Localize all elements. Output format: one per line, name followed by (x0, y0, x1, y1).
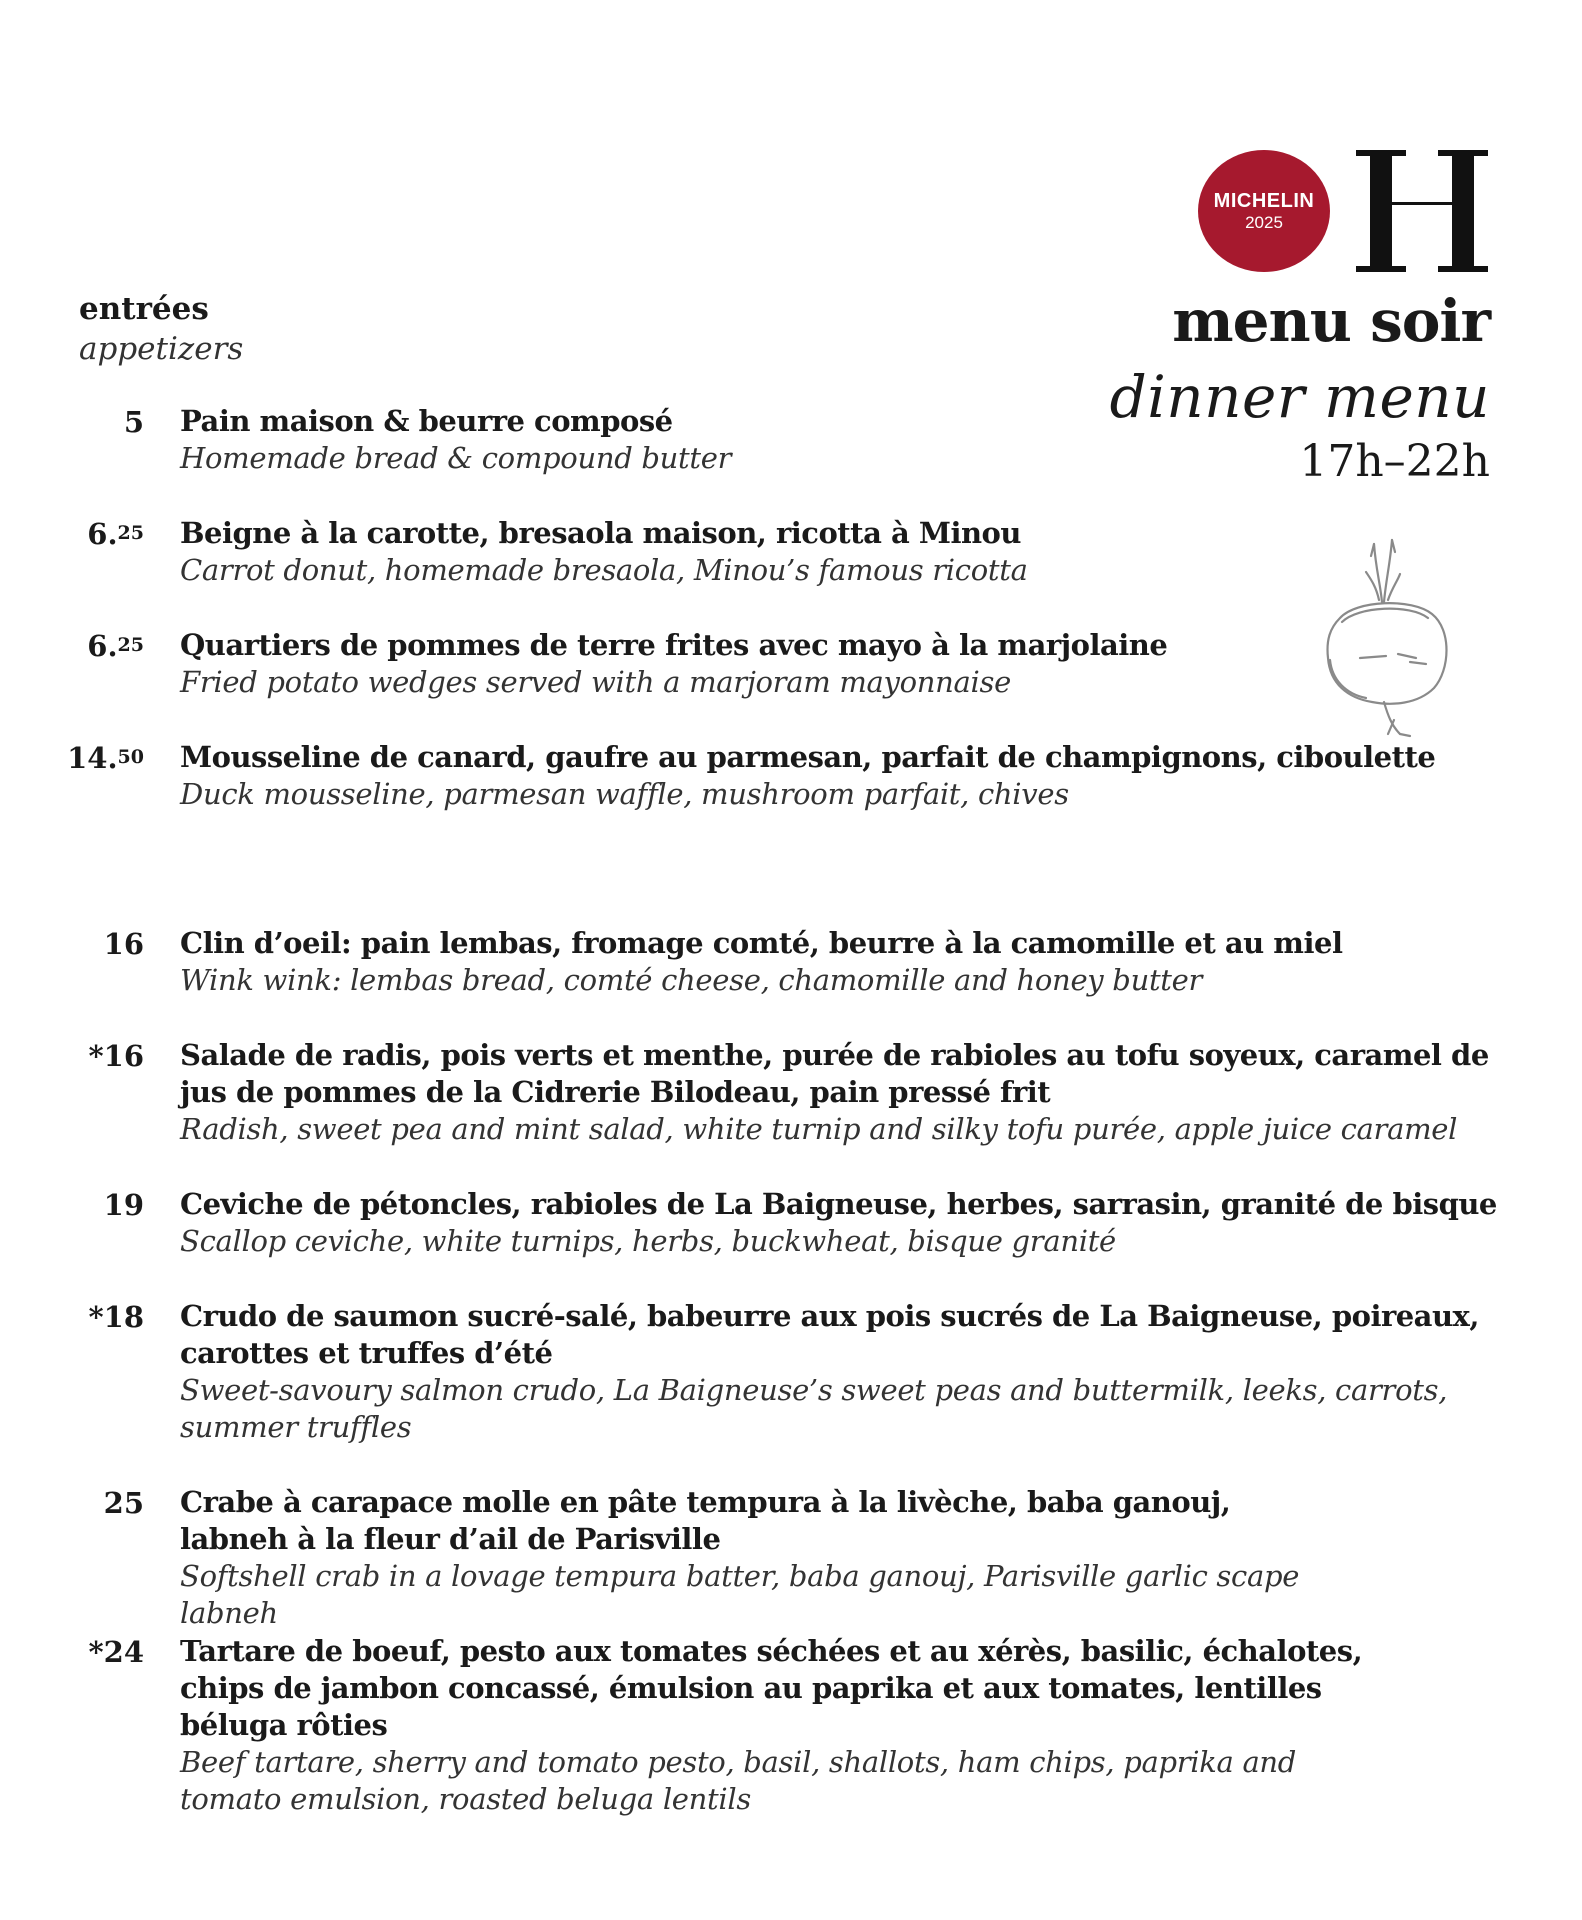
item-price-main: 16 (103, 927, 144, 961)
item-description (180, 925, 1506, 999)
item-price-cents: 25 (117, 634, 144, 656)
item-name-fr: Crabe à carapace molle en pâte tempura à la livèche, baba ganouj, labneh à la fleur d’ail de Parisville (180, 1485, 1231, 1556)
item-name-en: Beef tartare, sherry and tomato pesto, basil, shallots, ham chips, paprika and tomato emulsion, roasted beluga lentils (180, 1745, 1297, 1816)
item-description (180, 739, 1506, 813)
service-hours: 17h–22h (1299, 436, 1490, 487)
item-name-en: Radish, sweet pea and mint salad, white turnip and silky tofu purée, apple juice caramel (180, 1112, 1458, 1146)
item-price-cents: 25 (117, 522, 144, 544)
item-price (67, 739, 144, 777)
item-name-fr: Tartare de boeuf, pesto aux tomates séchées et au xérès, basilic, échalotes, chips de jambon concassé, émulsion au paprika et aux tomates, lentilles béluga rôties (180, 1634, 1363, 1742)
item-description (180, 1633, 1380, 1818)
item-name-en: Carrot donut, homemade bresaola, Minou’s famous ricotta (180, 553, 1028, 587)
item-price-main: *24 (88, 1635, 144, 1669)
item-price-main: 19 (103, 1188, 144, 1222)
item-price-main: *18 (88, 1300, 144, 1334)
menu-title-fr: menu soir (1172, 287, 1490, 355)
item-price-main: 14. (67, 741, 118, 775)
item-price (124, 403, 144, 441)
item-price (104, 1484, 144, 1522)
item-price-main: 25 (103, 1486, 144, 1520)
item-name-fr: Clin d’oeil: pain lembas, fromage comté, beurre à la camomille et au miel (180, 926, 1343, 960)
menu-title-en: dinner menu (1109, 363, 1490, 431)
item-price (104, 925, 144, 963)
michelin-badge-label: MICHELIN (1213, 190, 1315, 212)
item-price (88, 1298, 144, 1336)
item-name-fr: Beigne à la carotte, bresaola maison, ricotta à Minou (180, 516, 1021, 550)
item-name-en: Homemade bread & compound butter (180, 441, 732, 475)
item-name-en: Wink wink: lembas bread, comté cheese, chamomille and honey butter (180, 963, 1203, 997)
item-price (87, 515, 144, 553)
item-price-main: 6. (87, 517, 118, 551)
item-name-fr: Quartiers de pommes de terre frites avec mayo à la marjolaine (180, 628, 1168, 662)
item-name-fr: Pain maison & beurre composé (180, 404, 673, 438)
item-description (180, 627, 1506, 701)
item-price (88, 1633, 144, 1671)
item-price (104, 1186, 144, 1224)
item-name-fr: Crudo de saumon sucré-salé, babeurre aux pois sucrés de La Baigneuse, poireaux, carottes et truffes d’été (180, 1299, 1479, 1370)
item-price (88, 1037, 144, 1075)
item-description (180, 403, 1506, 477)
item-name-en: Fried potato wedges served with a marjoram mayonnaise (180, 665, 1011, 699)
item-description (180, 1298, 1506, 1446)
item-price-main: 5 (123, 405, 144, 439)
item-description (180, 515, 1506, 589)
item-name-en: Scallop ceviche, white turnips, herbs, buckwheat, bisque granité (180, 1224, 1116, 1258)
restaurant-logo (1352, 146, 1492, 276)
item-name-en: Duck mousseline, parmesan waffle, mushroom parfait, chives (180, 777, 1069, 811)
item-price (87, 627, 144, 665)
item-price-main: *16 (88, 1039, 144, 1073)
item-name-en: Softshell crab in a lovage tempura batter, baba ganouj, Parisville garlic scape labneh (180, 1559, 1300, 1630)
item-description (180, 1484, 1300, 1632)
item-name-fr: Mousseline de canard, gaufre au parmesan, parfait de champignons, ciboulette (180, 740, 1436, 774)
section-title-fr: entrées (79, 291, 209, 327)
michelin-badge (1198, 150, 1330, 272)
item-name-fr: Ceviche de pétoncles, rabioles de La Baigneuse, herbes, sarrasin, granité de bisque (180, 1187, 1497, 1221)
item-price-cents: 50 (117, 746, 144, 768)
item-description (180, 1037, 1506, 1148)
item-description (180, 1186, 1506, 1260)
item-price-main: 6. (87, 629, 118, 663)
item-name-en: Sweet-savoury salmon crudo, La Baigneuse’s sweet peas and buttermilk, leeks, carrots, summer truffles (180, 1373, 1448, 1444)
section-title-en: appetizers (79, 331, 244, 367)
item-name-fr: Salade de radis, pois verts et menthe, purée de rabioles au tofu soyeux, caramel de jus de pommes de la Cidrerie Bilodeau, pain pressé frit (180, 1038, 1489, 1109)
michelin-badge-year: 2025 (1245, 213, 1283, 232)
